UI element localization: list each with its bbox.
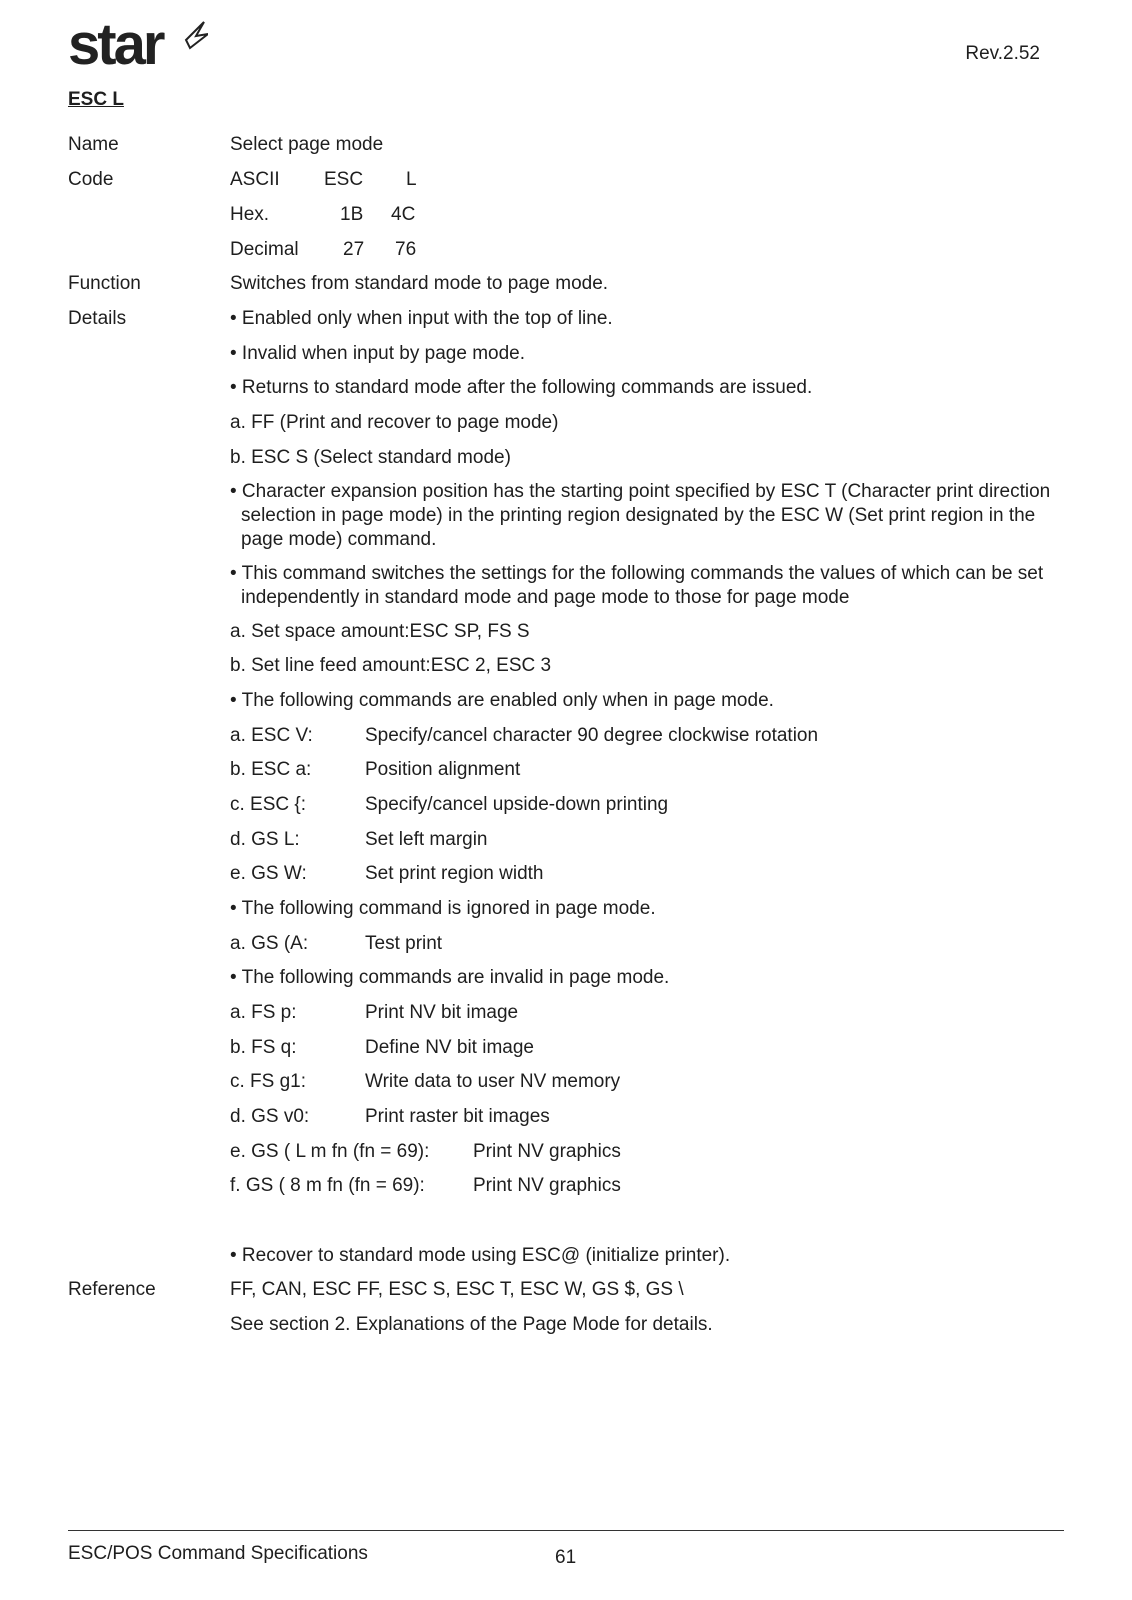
reference-line-1: FF, CAN, ESC FF, ESC S, ESC T, ESC W, GS $, GS \ <box>230 1279 684 1300</box>
list-item-desc: Specify/cancel character 90 degree clockwise rotation <box>365 725 819 746</box>
name-label: Name <box>68 134 119 155</box>
list-item-desc: Set left margin <box>365 829 488 850</box>
code-ascii-1: ESC <box>324 169 364 190</box>
list-item-cmd: c. ESC {: <box>230 794 307 815</box>
list-item-desc: Set print region width <box>365 863 544 884</box>
code-label: Code <box>68 169 114 190</box>
list-item-desc: Test print <box>365 933 443 954</box>
list-item-desc: Specify/cancel upside-down printing <box>365 794 669 815</box>
function-label: Function <box>68 273 141 294</box>
list-item-cmd: c. FS g1: <box>230 1071 307 1092</box>
name-value: Select page mode <box>230 134 384 155</box>
list-item-cmd: f. GS ( 8 m fn (fn = 69): <box>230 1175 425 1196</box>
function-value: Switches from standard mode to page mode. <box>230 273 609 294</box>
list-item-cmd: d. GS L: <box>230 829 300 850</box>
list-item-desc: Print raster bit images <box>365 1106 550 1127</box>
list-item-cmd: b. FS q: <box>230 1037 297 1058</box>
details-bullet-8: • The following commands are invalid in page mode. <box>230 967 670 988</box>
list-item-cmd: e. GS ( L m fn (fn = 69): <box>230 1141 430 1162</box>
page-number: 61 <box>555 1547 577 1568</box>
details-bullet-3: • Returns to standard mode after the following commands are issued. <box>230 377 813 398</box>
details-item-5a: a. Set space amount:ESC SP, FS S <box>230 621 530 642</box>
code-dec-2: 76 <box>395 239 417 260</box>
details-label: Details <box>68 308 127 329</box>
code-decimal-label: Decimal <box>230 239 299 260</box>
code-ascii-2: L <box>406 169 417 190</box>
code-hex-2: 4C <box>391 204 416 225</box>
command-title: ESC L <box>68 89 124 110</box>
details-bullet-1: • Enabled only when input with the top of line. <box>230 308 613 329</box>
list-item-cmd: a. ESC V: <box>230 725 313 746</box>
star-logo <box>68 18 208 76</box>
code-ascii-label: ASCII <box>230 169 280 190</box>
list-item-cmd: a. FS p: <box>230 1002 297 1023</box>
details-bullet-9: • Recover to standard mode using ESC@ (initialize printer). <box>230 1245 731 1266</box>
code-dec-1: 27 <box>343 239 365 260</box>
details-item-3b: b. ESC S (Select standard mode) <box>230 447 511 468</box>
reference-label: Reference <box>68 1279 156 1300</box>
list-item-desc: Print NV bit image <box>365 1002 519 1023</box>
revision-label: Rev.2.52 <box>965 43 1040 64</box>
list-item-cmd: d. GS v0: <box>230 1106 310 1127</box>
details-bullet-5: • This command switches the settings for the following commands the values of which can be set independently in standard mode and page mode to those for page mode <box>230 563 1044 608</box>
list-item-desc: Print NV graphics <box>473 1175 621 1196</box>
list-item-cmd: b. ESC a: <box>230 759 312 780</box>
details-bullet-2: • Invalid when input by page mode. <box>230 343 526 364</box>
list-item-cmd: e. GS W: <box>230 863 307 884</box>
code-hex-1: 1B <box>340 204 364 225</box>
list-item-cmd: a. GS (A: <box>230 933 309 954</box>
details-item-3a: a. FF (Print and recover to page mode) <box>230 412 559 433</box>
details-bullet-7: • The following command is ignored in page mode. <box>230 898 656 919</box>
reference-line-2: See section 2. Explanations of the Page Mode for details. <box>230 1314 713 1335</box>
details-bullet-6: • The following commands are enabled only when in page mode. <box>230 690 774 711</box>
list-item-desc: Write data to user NV memory <box>365 1071 621 1092</box>
footer-title: ESC/POS Command Specifications <box>68 1543 368 1564</box>
list-item-desc: Position alignment <box>365 759 521 780</box>
footer-divider <box>68 1530 1064 1531</box>
list-item-desc: Print NV graphics <box>473 1141 621 1162</box>
list-item-desc: Define NV bit image <box>365 1037 534 1058</box>
logo-wordmark: star <box>68 18 163 70</box>
details-item-5b: b. Set line feed amount:ESC 2, ESC 3 <box>230 655 552 676</box>
code-hex-label: Hex. <box>230 204 270 225</box>
details-bullet-4: • Character expansion position has the starting point specified by ESC T (Character print direction selection in page mode) in the printing region designated by the ESC W (Set print region in the page mode) command. <box>230 481 1051 550</box>
